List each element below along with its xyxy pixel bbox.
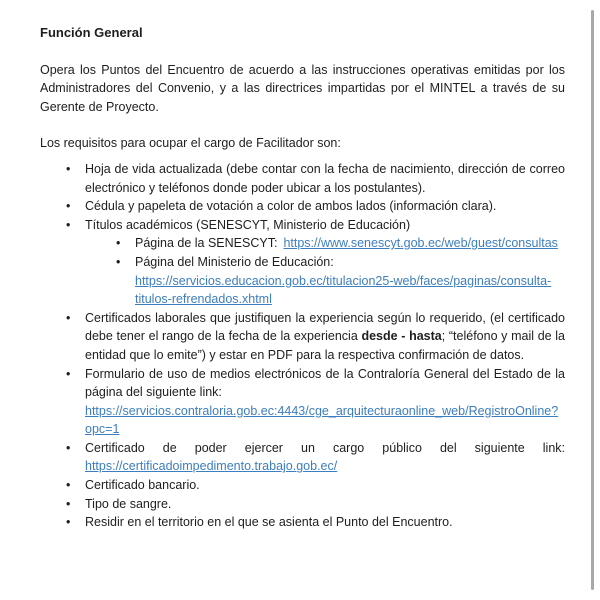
- requirements-list: [65, 160, 565, 532]
- requirements-lead: Los requisitos para ocupar el cargo de Facilitador son:: [40, 136, 341, 151]
- document-page: [40, 24, 565, 532]
- certificados-text-after: ; “teléfono y mail de la entidad que lo emite”) y estar en PDF para la respectiva confirmación de datos.: [85, 329, 565, 362]
- ministerio-educacion-label: • Página del Ministerio de Educación:: [135, 254, 334, 269]
- list-item-residir: • Residir en el territorio en el que se asienta el Punto del Encuentro.: [65, 513, 565, 532]
- list-item-cedula: • Cédula y papeleta de votación a color de ambos lados (información clara).: [65, 197, 565, 216]
- scrollbar[interactable]: [591, 10, 594, 590]
- list-item-cargo-publico: [65, 439, 565, 476]
- titulos-text: Títulos académicos (SENESCYT, Ministerio de Educación): [85, 217, 411, 232]
- titulos-sublist: [115, 234, 565, 308]
- page-title: Función General: [40, 25, 143, 40]
- contraloria-link[interactable]: https://servicios.contraloria.gob.ec:4443/cge_arquitecturaonline_web/RegistroOnline?opc=1: [85, 403, 559, 437]
- intro-paragraph: Opera los Puntos del Encuentro de acuerdo a las instrucciones operativas emitidas por los Administradores del Convenio, y a las directrices impartidas por el MINTEL a través de su Gerente de Proyecto.: [40, 62, 565, 114]
- list-item-hoja-de-vida: • Hoja de vida actualizada (debe contar con la fecha de nacimiento, dirección de correo electrónico y teléfonos donde poder ubicar a los postulantes).: [65, 160, 565, 197]
- ministerio-educacion-link[interactable]: https://servicios.educacion.gob.ec/titulacion25-web/faces/paginas/consulta-titulos-refrendados.xhtml: [135, 273, 552, 307]
- certificados-bold-range: desde - hasta: [361, 329, 442, 344]
- list-item-tipo-sangre: • Tipo de sangre.: [65, 495, 565, 514]
- list-item-ministerio-educacion: [115, 253, 565, 309]
- certificados-text-before: Certificados laborales que justifiquen la experiencia según lo requerido, (el certificado debe tener el rango de la fecha de la experiencia: [85, 310, 565, 344]
- list-item-certificados-laborales: [65, 309, 565, 365]
- list-item-certificado-bancario: • Certificado bancario.: [65, 476, 565, 495]
- cargo-publico-link[interactable]: https://certificadoimpedimento.trabajo.gob.ec/: [85, 459, 338, 474]
- cargo-publico-label: Certificado de poder ejercer un cargo público del siguiente link:: [85, 440, 565, 455]
- list-item-titulos: [65, 216, 565, 309]
- senescyt-label: Página de la SENESCYT:: [135, 236, 278, 251]
- list-item-formulario-contraloria: [65, 365, 565, 439]
- senescyt-link[interactable]: https://www.senescyt.gob.ec/web/guest/consultas: [283, 236, 558, 251]
- list-item-senescyt: [115, 234, 565, 253]
- formulario-label: • Formulario de uso de medios electrónicos de la Contraloría General del Estado de la página del siguiente link:: [85, 366, 565, 400]
